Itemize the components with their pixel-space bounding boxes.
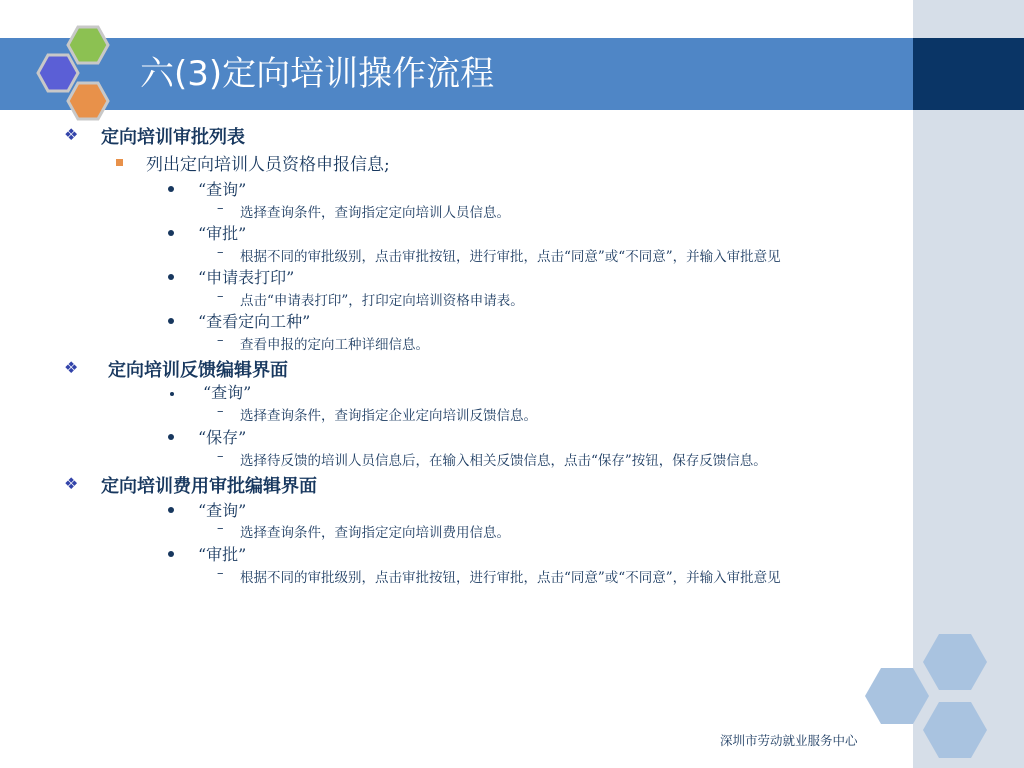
item-detail: 选择查询条件，查询指定企业定向培训反馈信息。	[240, 408, 537, 424]
item-detail: 根据不同的审批级别，点击审批按钮，进行审批，点击“同意”或“不同意”，并输入审批意见	[240, 249, 781, 265]
section-heading: 定向培训反馈编辑界面	[108, 360, 288, 381]
item-detail: 选择查询条件，查询指定定向培训费用信息。	[240, 525, 510, 541]
dash-bullet-icon: –	[217, 333, 224, 348]
item-label: “申请表打印”	[198, 268, 295, 287]
item-label: “审批”	[198, 224, 247, 243]
slide-footer: 深圳市劳动就业服务中心	[720, 733, 858, 748]
item-label: “查看定向工种”	[198, 312, 311, 331]
section-heading: 定向培训审批列表	[101, 127, 245, 148]
item-detail: 选择查询条件，查询指定定向培训人员信息。	[240, 205, 510, 221]
dot-bullet-icon	[168, 318, 174, 324]
item-detail: 查看申报的定向工种详细信息。	[240, 337, 429, 353]
item-detail: 根据不同的审批级别，点击审批按钮，进行审批，点击“同意”或“不同意”，并输入审批意见	[240, 570, 781, 586]
diamond-bullet-icon: ❖	[64, 474, 79, 493]
item-detail: 点击“申请表打印”，打印定向培训资格申请表。	[240, 293, 524, 309]
dot-bullet-icon	[168, 186, 174, 192]
title-bar-dark-end	[913, 38, 1024, 110]
item-label: “查询”	[203, 383, 252, 402]
dash-bullet-icon: –	[217, 289, 224, 304]
dot-bullet-icon	[168, 434, 174, 440]
item-label: “保存”	[198, 428, 247, 447]
square-bullet-icon	[116, 159, 123, 166]
dash-bullet-icon: –	[217, 449, 224, 464]
item-detail: 选择待反馈的培训人员信息后，在输入相关反馈信息，点击“保存”按钮，保存反馈信息。	[240, 453, 767, 469]
dash-bullet-icon: –	[217, 245, 224, 260]
item-label: “审批”	[198, 545, 247, 564]
dot-bullet-icon	[168, 551, 174, 557]
dot-bullet-icon	[168, 507, 174, 513]
item-label: “查询”	[198, 180, 247, 199]
diamond-bullet-icon: ❖	[64, 125, 79, 144]
section-sub-bullet: 列出定向培训人员资格申报信息;	[146, 155, 390, 175]
item-label: “查询”	[198, 501, 247, 520]
dot-bullet-icon	[170, 392, 174, 396]
dot-bullet-icon	[168, 230, 174, 236]
dash-bullet-icon: –	[217, 566, 224, 581]
dash-bullet-icon: –	[217, 201, 224, 216]
diamond-bullet-icon: ❖	[64, 358, 79, 377]
section-heading: 定向培训费用审批编辑界面	[101, 476, 317, 497]
dash-bullet-icon: –	[217, 521, 224, 536]
dash-bullet-icon: –	[217, 404, 224, 419]
dot-bullet-icon	[168, 274, 174, 280]
slide-title: 六(3)定向培训操作流程	[140, 54, 495, 94]
